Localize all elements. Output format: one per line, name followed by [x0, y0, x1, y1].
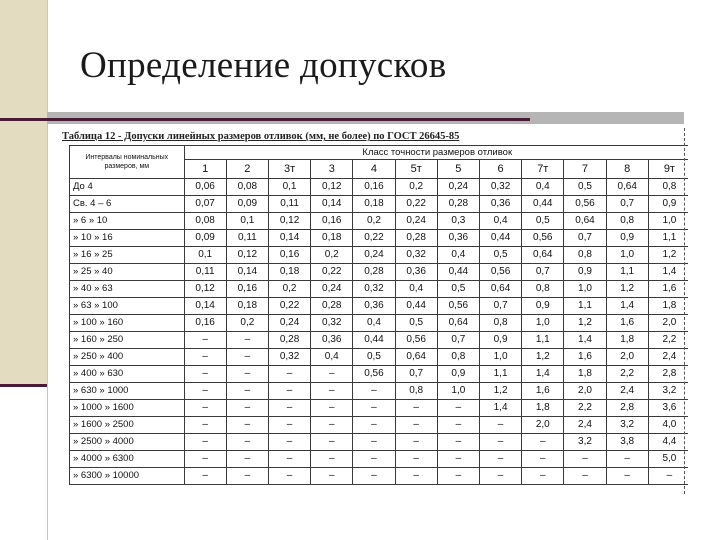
tolerance-cell: 0,64	[522, 247, 564, 264]
tolerance-cell: 0,28	[437, 196, 479, 213]
size-range-cell: » 2500 » 4000	[70, 434, 185, 451]
class-column-header: 3т	[268, 160, 310, 179]
tolerance-cell: –	[522, 451, 564, 468]
tolerance-cell: 0,22	[268, 298, 310, 315]
tolerance-cell: 0,8	[479, 315, 521, 332]
tolerance-cell: –	[311, 451, 353, 468]
tolerance-cell: 0,9	[522, 298, 564, 315]
tolerance-cell: 4,0	[648, 417, 688, 434]
slide-title: Определение допусков	[80, 45, 447, 86]
tolerance-cell: –	[353, 417, 395, 434]
tolerance-cell: 0,7	[479, 298, 521, 315]
size-range-cell: » 10 » 16	[70, 230, 185, 247]
table-row	[70, 213, 689, 230]
tolerance-cell: –	[184, 451, 226, 468]
tolerance-cell: 1,1	[479, 366, 521, 383]
tolerance-cell: 0,8	[564, 247, 606, 264]
tolerance-cell: –	[311, 366, 353, 383]
tolerance-cell: 2,8	[606, 400, 648, 417]
tolerance-cell: –	[522, 434, 564, 451]
tolerance-cell: –	[184, 349, 226, 366]
tolerance-cell: 5,0	[648, 451, 688, 468]
tolerance-cell: 0,5	[479, 247, 521, 264]
tolerance-cell: 2,4	[648, 349, 688, 366]
size-range-cell: » 6 » 10	[70, 213, 185, 230]
tolerance-cell: 0,5	[522, 213, 564, 230]
tolerance-cell: 0,1	[268, 179, 310, 196]
tolerance-cell: 0,14	[311, 196, 353, 213]
tolerance-cell: –	[226, 349, 268, 366]
tolerance-cell: 0,56	[564, 196, 606, 213]
tolerance-cell: 0,8	[606, 213, 648, 230]
table-caption: Таблица 12 - Допуски линейных размеров отливок (мм, не более) по ГОСТ 26645-85	[62, 131, 460, 142]
tolerance-cell: –	[353, 451, 395, 468]
tolerance-cell: 0,4	[395, 281, 437, 298]
tolerance-cell: –	[479, 468, 521, 485]
tolerance-cell: 0,11	[184, 264, 226, 281]
tolerance-cell: 0,8	[522, 281, 564, 298]
tolerance-cell: –	[648, 468, 688, 485]
tolerance-cell: –	[311, 434, 353, 451]
tolerance-cell: 0,28	[353, 264, 395, 281]
tolerance-cell: 1,6	[606, 315, 648, 332]
tolerance-cell: 0,2	[311, 247, 353, 264]
tolerance-cell: 1,1	[606, 264, 648, 281]
tolerance-cell: 0,36	[311, 332, 353, 349]
tolerance-cell: –	[479, 417, 521, 434]
tolerance-cell: –	[395, 417, 437, 434]
tolerance-cell: 0,2	[268, 281, 310, 298]
tolerance-cell: –	[268, 451, 310, 468]
tolerance-cell: 2,2	[606, 366, 648, 383]
tolerance-cell: 0,56	[437, 298, 479, 315]
tolerance-cell: 0,7	[437, 332, 479, 349]
tolerance-cell: 0,32	[479, 179, 521, 196]
tolerance-cell: 0,11	[226, 230, 268, 247]
tolerance-table	[69, 145, 688, 485]
tolerance-cell: 0,36	[353, 298, 395, 315]
tolerance-cell: 3,2	[564, 434, 606, 451]
tolerance-cell: 3,6	[648, 400, 688, 417]
tolerance-cell: 0,22	[395, 196, 437, 213]
tolerance-cell: 1,1	[564, 298, 606, 315]
size-range-cell: » 160 » 250	[70, 332, 185, 349]
tolerance-cell: 0,24	[437, 179, 479, 196]
tolerance-cell: –	[268, 400, 310, 417]
tolerance-cell: 2,4	[606, 383, 648, 400]
table-row	[70, 264, 689, 281]
tolerance-cell: –	[564, 468, 606, 485]
table-right-edge	[684, 128, 686, 494]
tolerance-cell: 1,4	[606, 298, 648, 315]
tolerance-cell: 0,7	[564, 230, 606, 247]
tolerance-cell: 0,09	[184, 230, 226, 247]
tolerance-cell: 0,9	[648, 196, 688, 213]
tolerance-cell: 1,0	[479, 349, 521, 366]
tolerance-cell: –	[353, 468, 395, 485]
class-column-header: 1	[184, 160, 226, 179]
size-range-cell: » 16 » 25	[70, 247, 185, 264]
tolerance-cell: 1,0	[564, 281, 606, 298]
tolerance-cell: –	[226, 451, 268, 468]
tolerance-cell: –	[353, 400, 395, 417]
tolerance-cell: 1,1	[522, 332, 564, 349]
tolerance-cell: 0,1	[184, 247, 226, 264]
tolerance-cell: 1,6	[522, 383, 564, 400]
tolerance-cell: 0,7	[395, 366, 437, 383]
size-range-cell: » 630 » 1000	[70, 383, 185, 400]
tolerance-cell: 0,24	[311, 281, 353, 298]
tolerance-cell: 1,4	[479, 400, 521, 417]
tolerance-cell: 1,2	[606, 281, 648, 298]
tolerance-cell: 0,56	[395, 332, 437, 349]
tolerance-cell: 1,2	[648, 247, 688, 264]
tolerance-cell: 1,2	[479, 383, 521, 400]
table-row	[70, 196, 689, 213]
table-row	[70, 179, 689, 196]
tolerance-cell: 0,44	[522, 196, 564, 213]
tolerance-cell: 0,06	[184, 179, 226, 196]
tolerance-cell: 0,08	[226, 179, 268, 196]
left-accent-band	[0, 0, 47, 384]
tolerance-cell: 0,9	[564, 264, 606, 281]
size-range-cell: » 100 » 160	[70, 315, 185, 332]
tolerance-cell: 1,2	[522, 349, 564, 366]
tolerance-cell: –	[437, 400, 479, 417]
tolerance-cell: 0,36	[437, 230, 479, 247]
tolerance-cell: 0,7	[522, 264, 564, 281]
tolerance-cell: 0,36	[479, 196, 521, 213]
tolerance-cell: 2,8	[648, 366, 688, 383]
tolerance-cell: 0,8	[395, 383, 437, 400]
tolerance-cell: 1,4	[648, 264, 688, 281]
tolerance-cell: 0,16	[184, 315, 226, 332]
tolerance-cell: 0,2	[395, 179, 437, 196]
tolerance-cell: –	[311, 468, 353, 485]
tolerance-cell: 1,6	[648, 281, 688, 298]
tolerance-cell: 0,5	[395, 315, 437, 332]
table-row	[70, 417, 689, 434]
size-range-cell: Св. 4 – 6	[70, 196, 185, 213]
tolerance-cell: 2,2	[648, 332, 688, 349]
tolerance-cell: 0,32	[268, 349, 310, 366]
tolerance-cell: –	[311, 383, 353, 400]
tolerance-cell: 0,5	[564, 179, 606, 196]
tolerance-cell: 0,4	[353, 315, 395, 332]
tolerance-cell: –	[184, 366, 226, 383]
tolerance-cell: 0,4	[522, 179, 564, 196]
tolerance-cell: 0,64	[606, 179, 648, 196]
tolerance-cell: 0,16	[268, 247, 310, 264]
tolerance-table-image	[62, 128, 688, 494]
tolerance-cell: 0,36	[395, 264, 437, 281]
tolerance-cell: 0,18	[226, 298, 268, 315]
tolerance-cell: 0,24	[353, 247, 395, 264]
left-accent-divider	[0, 384, 47, 387]
tolerance-cell: –	[268, 383, 310, 400]
tolerance-cell: –	[353, 383, 395, 400]
tolerance-cell: 0,18	[353, 196, 395, 213]
class-column-header: 4	[353, 160, 395, 179]
tolerance-cell: 1,8	[522, 400, 564, 417]
tolerance-cell: –	[226, 383, 268, 400]
tolerance-cell: 3,2	[648, 383, 688, 400]
tolerance-cell: 0,4	[479, 213, 521, 230]
table-row	[70, 230, 689, 247]
tolerance-cell: –	[184, 468, 226, 485]
tolerance-cell: 0,1	[226, 213, 268, 230]
tolerance-cell: 0,09	[226, 196, 268, 213]
tolerance-cell: 2,0	[606, 349, 648, 366]
tolerance-cell: 3,2	[606, 417, 648, 434]
tolerance-cell: 0,9	[606, 230, 648, 247]
tolerance-cell: 0,32	[311, 315, 353, 332]
tolerance-cell: 0,16	[311, 213, 353, 230]
tolerance-cell: 0,9	[479, 332, 521, 349]
tolerance-cell: 2,0	[648, 315, 688, 332]
tolerance-cell: –	[311, 417, 353, 434]
tolerance-cell: 0,22	[311, 264, 353, 281]
tolerance-cell: 0,11	[268, 196, 310, 213]
size-range-cell: » 250 » 400	[70, 349, 185, 366]
tolerance-cell: –	[268, 366, 310, 383]
tolerance-cell: –	[226, 366, 268, 383]
tolerance-cell: 0,32	[353, 281, 395, 298]
tolerance-cell: 3,8	[606, 434, 648, 451]
tolerance-cell: –	[395, 434, 437, 451]
tolerance-cell: –	[268, 468, 310, 485]
tolerance-cell: 0,56	[522, 230, 564, 247]
tolerance-cell: 2,0	[564, 383, 606, 400]
class-column-header: 9т	[648, 160, 688, 179]
table-row	[70, 247, 689, 264]
tolerance-cell: 0,14	[226, 264, 268, 281]
tolerance-cell: 0,44	[353, 332, 395, 349]
tolerance-cell: 0,07	[184, 196, 226, 213]
tolerance-cell: 0,2	[226, 315, 268, 332]
class-column-header: 2	[226, 160, 268, 179]
tolerance-cell: –	[395, 400, 437, 417]
size-range-cell: » 1000 » 1600	[70, 400, 185, 417]
table-row	[70, 366, 689, 383]
vertical-guide-line	[47, 0, 48, 540]
tolerance-cell: 0,64	[395, 349, 437, 366]
table-row	[70, 451, 689, 468]
tolerance-cell: 0,9	[437, 366, 479, 383]
tolerance-cell: 1,4	[522, 366, 564, 383]
tolerance-cell: 0,16	[353, 179, 395, 196]
size-range-cell: » 25 » 40	[70, 264, 185, 281]
tolerance-cell: 0,28	[395, 230, 437, 247]
title-accent-line	[0, 118, 530, 121]
tolerance-cell: –	[226, 468, 268, 485]
tolerance-cell: 1,1	[648, 230, 688, 247]
tolerance-cell: 0,14	[268, 230, 310, 247]
tolerance-cell: 0,8	[437, 349, 479, 366]
class-column-header: 6	[479, 160, 521, 179]
tolerance-cell: 0,4	[311, 349, 353, 366]
tolerance-cell: –	[479, 434, 521, 451]
size-range-cell: » 4000 » 6300	[70, 451, 185, 468]
tolerance-cell: –	[437, 468, 479, 485]
tolerance-cell: 0,64	[564, 213, 606, 230]
tolerance-cell: –	[226, 417, 268, 434]
class-column-header: 5	[437, 160, 479, 179]
tolerance-cell: –	[395, 451, 437, 468]
class-column-header: 8	[606, 160, 648, 179]
class-column-header: 7т	[522, 160, 564, 179]
tolerance-cell: –	[606, 468, 648, 485]
tolerance-cell: –	[479, 451, 521, 468]
tolerance-cell: 0,56	[353, 366, 395, 383]
table-body	[70, 179, 689, 485]
tolerance-cell: –	[437, 434, 479, 451]
tolerance-cell: –	[311, 400, 353, 417]
class-column-header: 3	[311, 160, 353, 179]
table-row	[70, 315, 689, 332]
table-row	[70, 332, 689, 349]
tolerance-cell: 0,64	[479, 281, 521, 298]
tolerance-cell: 0,24	[268, 315, 310, 332]
tolerance-cell: 0,22	[353, 230, 395, 247]
tolerance-cell: 0,12	[268, 213, 310, 230]
tolerance-cell: 1,8	[648, 298, 688, 315]
tolerance-cell: 0,08	[184, 213, 226, 230]
tolerance-cell: –	[184, 434, 226, 451]
tolerance-cell: 0,4	[437, 247, 479, 264]
tolerance-cell: –	[353, 434, 395, 451]
tolerance-cell: 0,44	[437, 264, 479, 281]
tolerance-cell: –	[184, 400, 226, 417]
tolerance-cell: 0,44	[395, 298, 437, 315]
tolerance-cell: 0,64	[437, 315, 479, 332]
tolerance-cell: 0,5	[437, 281, 479, 298]
tolerance-cell: –	[437, 451, 479, 468]
tolerance-cell: 1,0	[648, 213, 688, 230]
class-header: Класс точности размеров отливок	[184, 146, 688, 160]
tolerance-cell: 0,8	[648, 179, 688, 196]
tolerance-cell: 0,2	[353, 213, 395, 230]
class-column-header: 5т	[395, 160, 437, 179]
tolerance-cell: 0,18	[268, 264, 310, 281]
tolerance-cell: –	[184, 417, 226, 434]
table-row	[70, 468, 689, 485]
tolerance-cell: 0,32	[395, 247, 437, 264]
tolerance-cell: –	[226, 400, 268, 417]
tolerance-cell: 0,12	[311, 179, 353, 196]
interval-header: Интервалы номинальных размеров, мм	[70, 146, 185, 179]
tolerance-cell: 1,0	[522, 315, 564, 332]
tolerance-cell: –	[268, 434, 310, 451]
tolerance-cell: 2,4	[564, 417, 606, 434]
tolerance-cell: 1,6	[564, 349, 606, 366]
tolerance-cell: 0,7	[606, 196, 648, 213]
class-column-header: 7	[564, 160, 606, 179]
tolerance-cell: –	[522, 468, 564, 485]
tolerance-cell: –	[564, 451, 606, 468]
tolerance-cell: 1,0	[606, 247, 648, 264]
tolerance-cell: 0,24	[395, 213, 437, 230]
tolerance-cell: 1,4	[564, 332, 606, 349]
tolerance-cell: 0,12	[226, 247, 268, 264]
tolerance-cell: 1,8	[606, 332, 648, 349]
table-row	[70, 400, 689, 417]
tolerance-cell: –	[606, 451, 648, 468]
table-row	[70, 298, 689, 315]
size-range-cell: » 1600 » 2500	[70, 417, 185, 434]
size-range-cell: До 4	[70, 179, 185, 196]
tolerance-cell: 0,44	[479, 230, 521, 247]
size-range-cell: » 400 » 630	[70, 366, 185, 383]
tolerance-cell: 0,3	[437, 213, 479, 230]
table-row	[70, 281, 689, 298]
table-row	[70, 434, 689, 451]
tolerance-cell: 1,2	[564, 315, 606, 332]
tolerance-cell: 0,28	[311, 298, 353, 315]
tolerance-cell: –	[184, 332, 226, 349]
tolerance-cell: 2,0	[522, 417, 564, 434]
tolerance-cell: 1,0	[437, 383, 479, 400]
tolerance-cell: –	[226, 434, 268, 451]
table-row	[70, 383, 689, 400]
tolerance-cell: 0,18	[311, 230, 353, 247]
size-range-cell: » 63 » 100	[70, 298, 185, 315]
tolerance-cell: 1,8	[564, 366, 606, 383]
tolerance-cell: –	[268, 417, 310, 434]
tolerance-cell: –	[226, 332, 268, 349]
tolerance-cell: 0,28	[268, 332, 310, 349]
size-range-cell: » 6300 » 10000	[70, 468, 185, 485]
tolerance-cell: 0,56	[479, 264, 521, 281]
tolerance-cell: 0,12	[184, 281, 226, 298]
tolerance-cell: –	[395, 468, 437, 485]
tolerance-cell: 0,14	[184, 298, 226, 315]
tolerance-cell: 0,5	[353, 349, 395, 366]
tolerance-cell: 0,16	[226, 281, 268, 298]
tolerance-cell: 4,4	[648, 434, 688, 451]
tolerance-cell: –	[184, 383, 226, 400]
tolerance-cell: 2,2	[564, 400, 606, 417]
table-row	[70, 349, 689, 366]
tolerance-cell: –	[437, 417, 479, 434]
size-range-cell: » 40 » 63	[70, 281, 185, 298]
